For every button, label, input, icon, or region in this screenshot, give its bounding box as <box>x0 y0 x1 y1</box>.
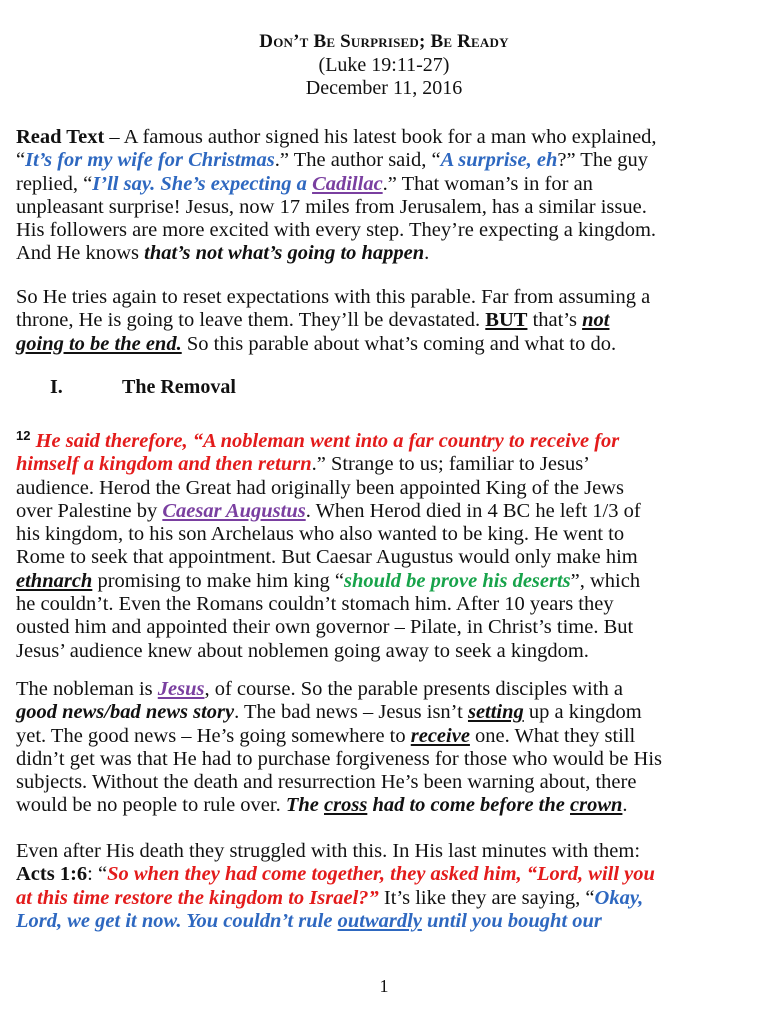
text-span: . <box>424 242 430 265</box>
text-line: ousted him and appointed their own governor – Pilate, in Christ’s time. But <box>16 616 634 639</box>
paragraph-nobleman <box>16 424 756 663</box>
text-span: , of course. So the parable presents disciples with a <box>204 678 623 700</box>
text-span: would be no people to rule over. <box>16 794 286 817</box>
emphasis-span: going to be the end. <box>16 332 182 355</box>
text-line: he couldn’t. Even the Romans couldn’t stomach him. After 10 years they <box>16 593 614 616</box>
quote-span: Lord, we get it now. You couldn’t rule <box>16 909 338 932</box>
scripture-quote: himself a kingdom and then return <box>16 453 312 476</box>
emphasis-span: BUT <box>485 309 528 332</box>
emphasis-span: not <box>582 309 610 332</box>
title-block <box>0 30 768 100</box>
sermon-title: Don’t Be Surprised; Be Ready <box>259 31 509 52</box>
text-line <box>16 678 756 701</box>
paragraph-acts <box>16 840 756 933</box>
text-line: Jesus’ audience knew about noblemen going away to seek a kingdom. <box>16 639 589 662</box>
paragraph-reset-expectations <box>16 286 756 356</box>
text-line: His followers are more excited with every step. They’re expecting a kingdom. <box>16 219 657 242</box>
text-span: The nobleman is <box>16 678 158 700</box>
quote-span: Okay, <box>594 886 644 909</box>
text-line <box>16 863 756 886</box>
link-cadillac[interactable]: Cadillac <box>312 172 383 195</box>
text-line: his kingdom, to his son Archelaus who also wanted to be king. He went to <box>16 523 625 546</box>
paragraph-intro <box>16 126 756 266</box>
scripture-quote: He said therefore, “A nobleman went into a far country to receive for <box>30 430 620 452</box>
text-line <box>16 424 756 453</box>
text-span: one. What they still <box>469 724 636 747</box>
text-span: .” Strange to us; familiar to Jesus’ <box>311 453 591 476</box>
text-line <box>16 333 756 356</box>
link-jesus[interactable]: Jesus <box>157 678 205 700</box>
text-span: “ <box>16 149 26 172</box>
text-line <box>16 126 756 149</box>
text-span: ”, which <box>570 569 641 592</box>
text-span: So this parable about what’s coming and what to do. <box>181 332 617 355</box>
text-span: And He knows <box>16 242 145 265</box>
emphasis-span: had to come before the <box>367 794 571 817</box>
text-line <box>16 453 756 476</box>
text-line <box>16 173 756 196</box>
emphasis-span: ethnarch <box>16 569 93 592</box>
text-line <box>16 794 756 817</box>
text-line <box>16 570 756 593</box>
text-line: Rome to seek that appointment. But Caesar Augustus would only make him <box>16 546 638 569</box>
text-span: that’s <box>527 309 583 332</box>
text-span: yet. The good news – He’s going somewhere to <box>16 724 411 747</box>
emphasis-span: setting <box>467 701 524 724</box>
quote-span: I’ll say. She’s expecting a <box>92 172 313 195</box>
text-line <box>16 242 756 265</box>
link-caesar-augustus[interactable]: Caesar Augustus <box>162 499 306 522</box>
text-line <box>16 887 756 910</box>
text-span: . The bad news – Jesus isn’t <box>234 701 468 724</box>
text-span: replied, “ <box>16 172 93 195</box>
text-span: promising to make him king “ <box>92 569 344 592</box>
page-number: 1 <box>379 976 389 996</box>
quote-span: should be prove his deserts <box>344 569 571 592</box>
text-line: subjects. Without the death and resurrection He’s been warning about, there <box>16 771 637 794</box>
text-line <box>16 309 756 332</box>
text-span: over Palestine by <box>16 499 163 522</box>
emphasis-span: The <box>285 794 325 817</box>
text-line <box>16 701 756 724</box>
quote-span: outwardly <box>337 909 422 932</box>
text-line <box>16 725 756 748</box>
quote-span: A surprise, eh <box>440 149 558 172</box>
text-line <box>16 500 756 523</box>
emphasis-span: good news/bad news story <box>16 701 235 724</box>
text-span: It’s like they are saying, “ <box>378 886 595 909</box>
emphasis-span: cross <box>324 794 368 817</box>
text-span: – A famous author signed his latest book for a man who explained, <box>104 126 657 148</box>
emphasis-span: that’s not what’s going to happen <box>144 242 425 265</box>
text-span: ?” The guy <box>557 149 649 172</box>
sermon-date: December 11, 2016 <box>305 77 463 99</box>
paragraph-good-news-bad-news <box>16 678 756 818</box>
verse-number: 12 <box>16 428 31 443</box>
text-line: Even after His death they struggled with this. In His last minutes with them: <box>16 840 641 862</box>
text-line: So He tries again to reset expectations with this parable. Far from assuming a <box>16 286 651 308</box>
text-span: . <box>622 794 628 817</box>
emphasis-span: receive <box>410 724 470 747</box>
emphasis-span: crown <box>570 794 623 817</box>
text-line <box>16 149 756 172</box>
text-span: .” The author said, “ <box>274 149 441 172</box>
text-span: .” That woman’s in for an <box>382 172 593 195</box>
text-line: unpleasant surprise! Jesus, now 17 miles from Jerusalem, has a similar issue. <box>16 195 647 218</box>
section-heading <box>50 376 236 399</box>
text-span: : “ <box>87 863 108 886</box>
text-span: up a kingdom <box>523 701 642 724</box>
scripture-quote: at this time restore the kingdom to Israel?” <box>16 886 379 909</box>
text-line: audience. Herod the Great had originally been appointed King of the Jews <box>16 476 624 499</box>
quote-span: It’s for my wife for Christmas <box>25 149 275 172</box>
scripture-reference-inline: Acts 1:6 <box>16 863 88 886</box>
scripture-reference: (Luke 19:11-27) <box>318 54 450 76</box>
section-title: The Removal <box>122 376 236 398</box>
section-number: I. <box>50 376 63 398</box>
text-span: . When Herod died in 4 BC he left 1/3 of <box>305 499 641 522</box>
text-line <box>16 910 756 933</box>
label-read-text: Read Text <box>16 126 105 148</box>
quote-span: until you bought our <box>421 909 602 932</box>
text-line: didn’t get was that He had to purchase forgiveness for those who would be His <box>16 747 663 770</box>
text-span: throne, He is going to leave them. They’ll be devastated. <box>16 309 486 332</box>
scripture-quote: So when they had come together, they asked him, “Lord, will you <box>107 863 655 886</box>
